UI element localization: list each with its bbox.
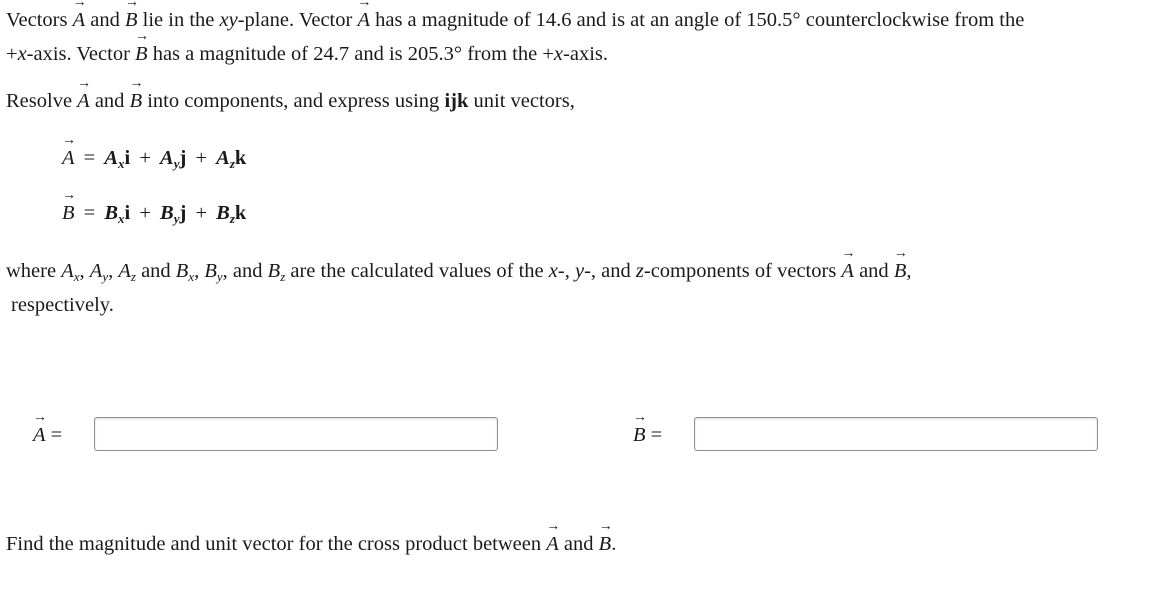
text: -axis. Vector [26, 43, 130, 65]
text: Vectors [6, 9, 68, 31]
text: , [906, 260, 912, 282]
subscript: y [216, 269, 223, 284]
text: -plane. Vector [237, 9, 353, 31]
vector-a-symbol: → A [841, 259, 854, 283]
text: -, [557, 260, 570, 282]
unit-k: k [234, 147, 247, 169]
vector-a-symbol: → A [77, 89, 90, 113]
text: and [90, 9, 120, 31]
problem-statement-line-2 [6, 42, 608, 66]
where-explanation-line-2 [11, 293, 114, 317]
text: -axis. [563, 43, 608, 65]
component-symbol: A [118, 260, 131, 282]
vector-b-symbol: → B [62, 201, 75, 225]
component-symbol: A [104, 147, 119, 169]
vector-a-symbol: → A [546, 532, 559, 556]
problem-statement-line-1 [6, 8, 1024, 32]
axis-variable: z [635, 260, 644, 282]
text: and [563, 533, 594, 555]
equals-sign: = [650, 424, 663, 446]
vector-a-symbol: → A [62, 146, 75, 170]
plus-sign: + [195, 202, 208, 224]
vector-a-answer-input[interactable] [94, 417, 498, 451]
text: and [859, 260, 889, 282]
answer-b-label [633, 423, 662, 447]
unit-i: i [124, 147, 131, 169]
vector-a-symbol: → A [357, 8, 370, 32]
unit-j: j [179, 147, 187, 169]
component-symbol: B [216, 202, 230, 224]
axis-variable: x [548, 260, 558, 282]
text: Find the magnitude and unit vector for the cross product between [6, 533, 542, 555]
component-symbol: B [175, 260, 189, 282]
equation-a [62, 146, 246, 170]
component-symbol: B [104, 202, 119, 224]
subscript: x [118, 211, 125, 226]
vector-b-symbol: → B [633, 423, 646, 447]
text: lie in the [142, 9, 215, 31]
text: , [108, 260, 114, 282]
equation-b [62, 201, 246, 225]
equals-sign: = [83, 202, 96, 224]
component-symbol: A [160, 147, 174, 169]
component-symbol: A [216, 147, 230, 169]
subscript: z [130, 269, 136, 284]
vector-b-symbol: → B [894, 259, 907, 283]
subscript: y [173, 211, 180, 226]
vector-b-symbol: → B [135, 42, 148, 66]
subscript: y [102, 269, 109, 284]
plus-sign: + [139, 202, 151, 224]
subscript: z [229, 211, 235, 226]
component-symbol: A [61, 260, 74, 282]
equals-sign: = [50, 424, 63, 446]
axis-variable: x [17, 43, 27, 65]
axis-variable: y [574, 260, 585, 282]
text: Resolve [6, 90, 73, 112]
text: and [141, 260, 171, 282]
text: + [6, 43, 18, 65]
text: where [6, 260, 57, 282]
component-symbol: B [204, 260, 217, 282]
subscript: x [73, 269, 80, 284]
text: has a magnitude of 24.7 and is 205.3° from the + [152, 43, 554, 65]
text: , and [222, 260, 263, 282]
ijk-label: ijk [444, 90, 469, 112]
text: -components of vectors [643, 260, 837, 282]
text: are the calculated values of the [290, 260, 544, 282]
component-symbol: B [267, 260, 281, 282]
vector-b-answer-input[interactable] [694, 417, 1098, 451]
text: -, and [584, 260, 631, 282]
vector-b-symbol: → B [125, 8, 138, 32]
component-symbol: B [160, 202, 174, 224]
unit-i: i [124, 202, 131, 224]
subscript: z [280, 269, 286, 284]
text: into components, and express using [147, 90, 440, 112]
unit-k: k [234, 202, 247, 224]
text: , [194, 260, 200, 282]
subscript: x [188, 269, 195, 284]
plus-sign: + [195, 147, 208, 169]
text: . [611, 533, 617, 555]
axis-variable: x [553, 43, 564, 65]
answer-a-label [33, 423, 62, 447]
subscript: y [173, 156, 180, 171]
unit-j: j [179, 202, 187, 224]
cross-product-instruction [6, 532, 616, 556]
vector-b-symbol: → B [599, 532, 612, 556]
text: has a magnitude of 14.6 and is at an angle of 150.5° counterclockwise from the [375, 9, 1025, 31]
text: , [79, 260, 85, 282]
subscript: z [229, 156, 235, 171]
subscript: x [118, 156, 125, 171]
equals-sign: = [83, 147, 96, 169]
vector-a-symbol: → A [73, 8, 86, 32]
plus-sign: + [139, 147, 151, 169]
component-symbol: A [89, 260, 103, 282]
vector-a-symbol: → A [33, 423, 46, 447]
plane-variable: xy [219, 9, 238, 31]
text: and [94, 90, 125, 112]
where-explanation-line-1 [6, 259, 911, 283]
text: unit vectors, [473, 90, 575, 112]
vector-b-symbol: → B [130, 89, 143, 113]
resolve-instruction [6, 89, 575, 113]
text: respectively. [11, 294, 114, 316]
